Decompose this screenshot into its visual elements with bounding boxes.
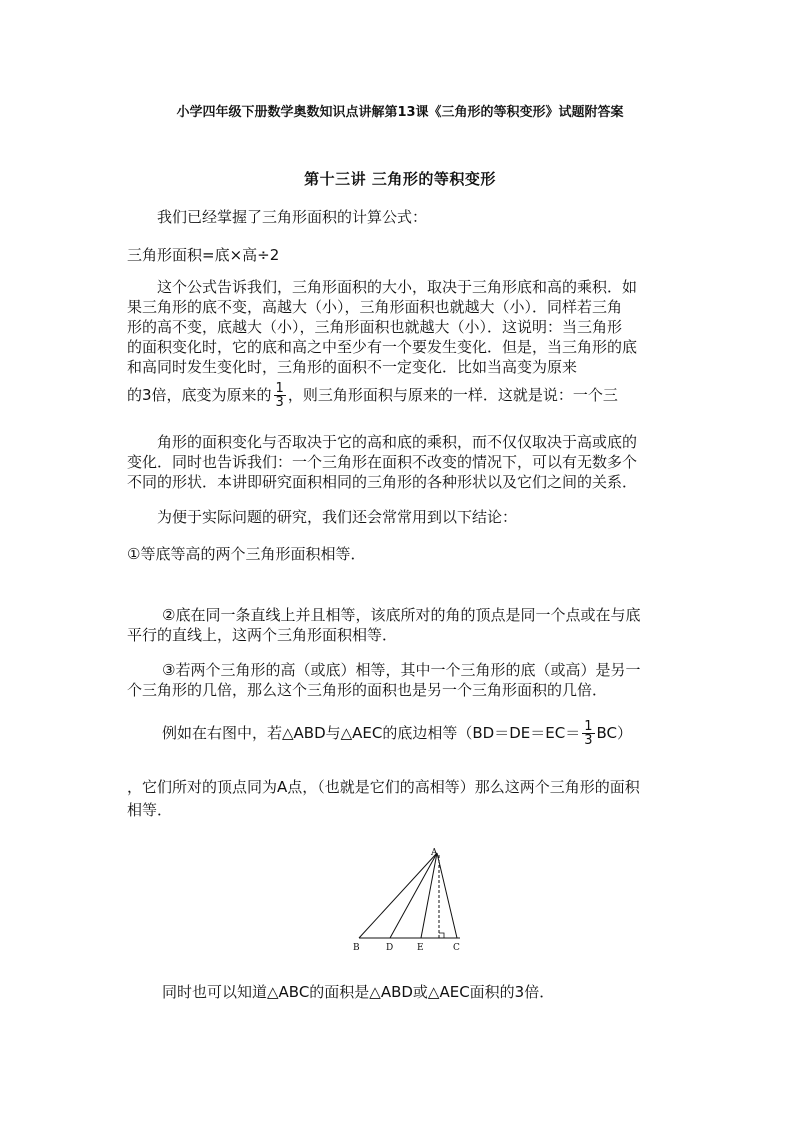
side-ac <box>437 853 457 938</box>
paragraph-line: 角形的面积变化与否取决于它的高和底的乘积，而不仅仅取决于高或底的 <box>157 433 638 451</box>
paragraph-line: 不同的形状．本讲即研究面积相同的三角形的各种形状以及它们之间的关系． <box>127 473 638 491</box>
segment-ae <box>421 853 437 938</box>
example-line <box>162 717 632 749</box>
example-text-before: 例如在右图中，若△ABD与△AEC的底边相等（BD＝DE＝EC＝ <box>162 724 581 742</box>
triangle-figure <box>345 845 475 960</box>
conclusion-1: ①等底等高的两个三角形面积相等． <box>127 545 366 563</box>
paragraph-line: 果三角形的底不变，高越大（小），三角形面积也就越大（小）．同样若三角 <box>127 298 623 316</box>
fraction-denominator: 3 <box>275 395 284 410</box>
conclusion-3-line: ③若两个三角形的高（或底）相等，其中一个三角形的底（或高）是另一 <box>162 661 641 679</box>
paragraph-line: 和高同时发生变化时，三角形的面积不一定变化．比如当高变为原来 <box>127 358 578 376</box>
fraction-one-third <box>274 382 286 409</box>
paragraph-line-with-fraction <box>127 380 618 410</box>
paragraph-line: 的面积变化时，它的底和高之中至少有一个要发生变化．但是，当三角形的底 <box>127 338 638 356</box>
conclusion-2-line: ②底在同一条直线上并且相等，该底所对的角的顶点是同一个点或在与底 <box>162 606 641 624</box>
fraction-denominator: 3 <box>584 733 593 748</box>
conclusions-intro: 为便于实际问题的研究，我们还会常常用到以下结论： <box>157 508 518 526</box>
conclusion-2-line: 平行的直线上，这两个三角形面积相等． <box>127 626 398 644</box>
example-text-after: BC） <box>596 724 633 742</box>
closing-statement: 同时也可以知道△ABC的面积是△ABD或△AEC面积的3倍． <box>162 983 555 1001</box>
paragraph-line: 变化．同时也告诉我们：一个三角形在面积不改变的情况下，可以有无数多个 <box>127 453 638 471</box>
example-continuation-line: ，它们所对的顶点同为A点，（也就是它们的高相等）那么这两个三角形的面积 <box>127 778 640 796</box>
conclusion-3-line: 个三角形的几倍，那么这个三角形的面积也是另一个三角形面积的几倍． <box>127 681 608 699</box>
label-c: C <box>453 943 460 953</box>
example-continuation-line: 相等． <box>127 801 173 819</box>
right-angle-mark <box>439 933 444 938</box>
lecture-title: 第十三讲 三角形的等积变形 <box>304 170 496 188</box>
label-b: B <box>353 943 360 953</box>
example-fraction <box>582 720 594 747</box>
document-title: 小学四年级下册数学奥数知识点讲解第13课《三角形的等积变形》试题附答案 <box>176 105 624 120</box>
label-a: A <box>431 848 438 858</box>
label-d: D <box>386 943 394 953</box>
paragraph-line: 形的高不变，底越大（小），三角形面积也就越大（小）．这说明：当三角形 <box>127 318 623 336</box>
fraction-numerator: 1 <box>584 719 593 734</box>
label-e: E <box>417 943 424 953</box>
fraction-text-before: 的3倍，底变为原来的 <box>127 386 272 404</box>
fraction-numerator: 1 <box>275 381 284 396</box>
area-formula: 三角形面积=底×高÷2 <box>127 246 280 264</box>
segment-ad <box>390 853 437 938</box>
paragraph-line: 这个公式告诉我们，三角形面积的大小，取决于三角形底和高的乘积．如 <box>157 278 638 296</box>
side-ab <box>359 853 437 938</box>
fraction-text-after: ，则三角形面积与原来的一样．这就是说：一个三 <box>287 386 618 404</box>
intro-paragraph: 我们已经掌握了三角形面积的计算公式： <box>157 208 428 226</box>
